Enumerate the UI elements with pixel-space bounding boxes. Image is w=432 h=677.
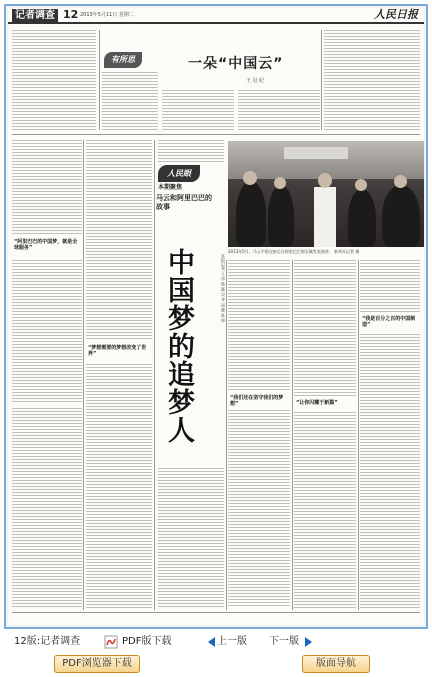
pdf-download-link[interactable]: PDF版下载 — [122, 636, 172, 647]
article-text-block — [294, 260, 356, 396]
page-number: 12 — [63, 8, 79, 21]
main-headline: 中国梦的追梦人 — [168, 248, 195, 447]
subhead: “梦想需要的梦想改变了世界” — [88, 344, 150, 358]
article-text-block — [228, 410, 290, 608]
newspaper-logo: 人民日报 — [374, 8, 418, 21]
subhead: “阿里巴巴的中国梦，就是全球服务” — [14, 238, 80, 252]
article-text-block — [102, 72, 158, 130]
page-navigation-button[interactable]: 版面导航 — [302, 655, 370, 673]
article-text-block — [294, 412, 356, 608]
pdf-icon[interactable] — [104, 635, 118, 649]
article-text-block — [238, 90, 320, 130]
article-text-block — [158, 140, 224, 162]
news-photo — [228, 141, 424, 247]
prev-page-link[interactable]: 上一版 — [217, 636, 247, 647]
article-text-block — [360, 334, 420, 608]
column-subtitle: 本期聚焦 — [158, 184, 183, 191]
photo-caption: 2013年5月，马云平稳交接后在阿里巴巴淘宝城发表演讲。 新华社记者 摄 — [228, 249, 360, 254]
article-text-block — [12, 408, 82, 608]
article-text-block — [86, 140, 152, 340]
top-feature-headline: 一朵“中国云” — [188, 56, 284, 72]
masthead — [8, 8, 424, 24]
article-text-block — [162, 90, 234, 130]
current-page-label: 12版:记者调查 — [14, 636, 81, 647]
column-tag-renminyan: 人民眼 — [158, 165, 200, 182]
subhead: “我们还在坚守我们的梦想” — [230, 394, 288, 408]
page-toolbar — [4, 631, 428, 675]
article-text-block — [324, 30, 420, 130]
newspaper-page-viewer[interactable] — [4, 4, 428, 629]
column-tag-yousuowen: 有所思 — [104, 52, 142, 68]
issue-date: 2013年5月11日 星期二 — [80, 12, 134, 18]
article-text-block — [12, 30, 96, 130]
article-text-block — [12, 260, 82, 404]
newspaper-page — [8, 8, 424, 625]
reporters-byline: 本报记者 王 冰 韩 鑫 吴 齐 赵 珊 陈 坤 — [221, 254, 226, 323]
section-title: 记者调查 — [12, 9, 58, 23]
article-text-block — [12, 140, 82, 236]
article-text-block — [86, 364, 152, 608]
next-page-link[interactable]: 下一版 — [269, 636, 299, 647]
pdf-browser-download-button[interactable]: PDF浏览器下载 — [54, 655, 140, 673]
column-story-title: 马云和阿里巴巴的故事 — [156, 194, 212, 211]
article-text-block — [360, 260, 420, 312]
article-text-block — [228, 260, 290, 390]
subhead: “我是百分之百的中国制造” — [362, 315, 418, 329]
next-arrow-icon[interactable] — [304, 637, 312, 647]
article-text-block — [158, 468, 224, 608]
subhead: “让你闪耀于新篇” — [296, 399, 354, 407]
prev-arrow-icon[interactable] — [208, 637, 216, 647]
top-feature-byline: 王 冠 纪 — [246, 78, 265, 84]
